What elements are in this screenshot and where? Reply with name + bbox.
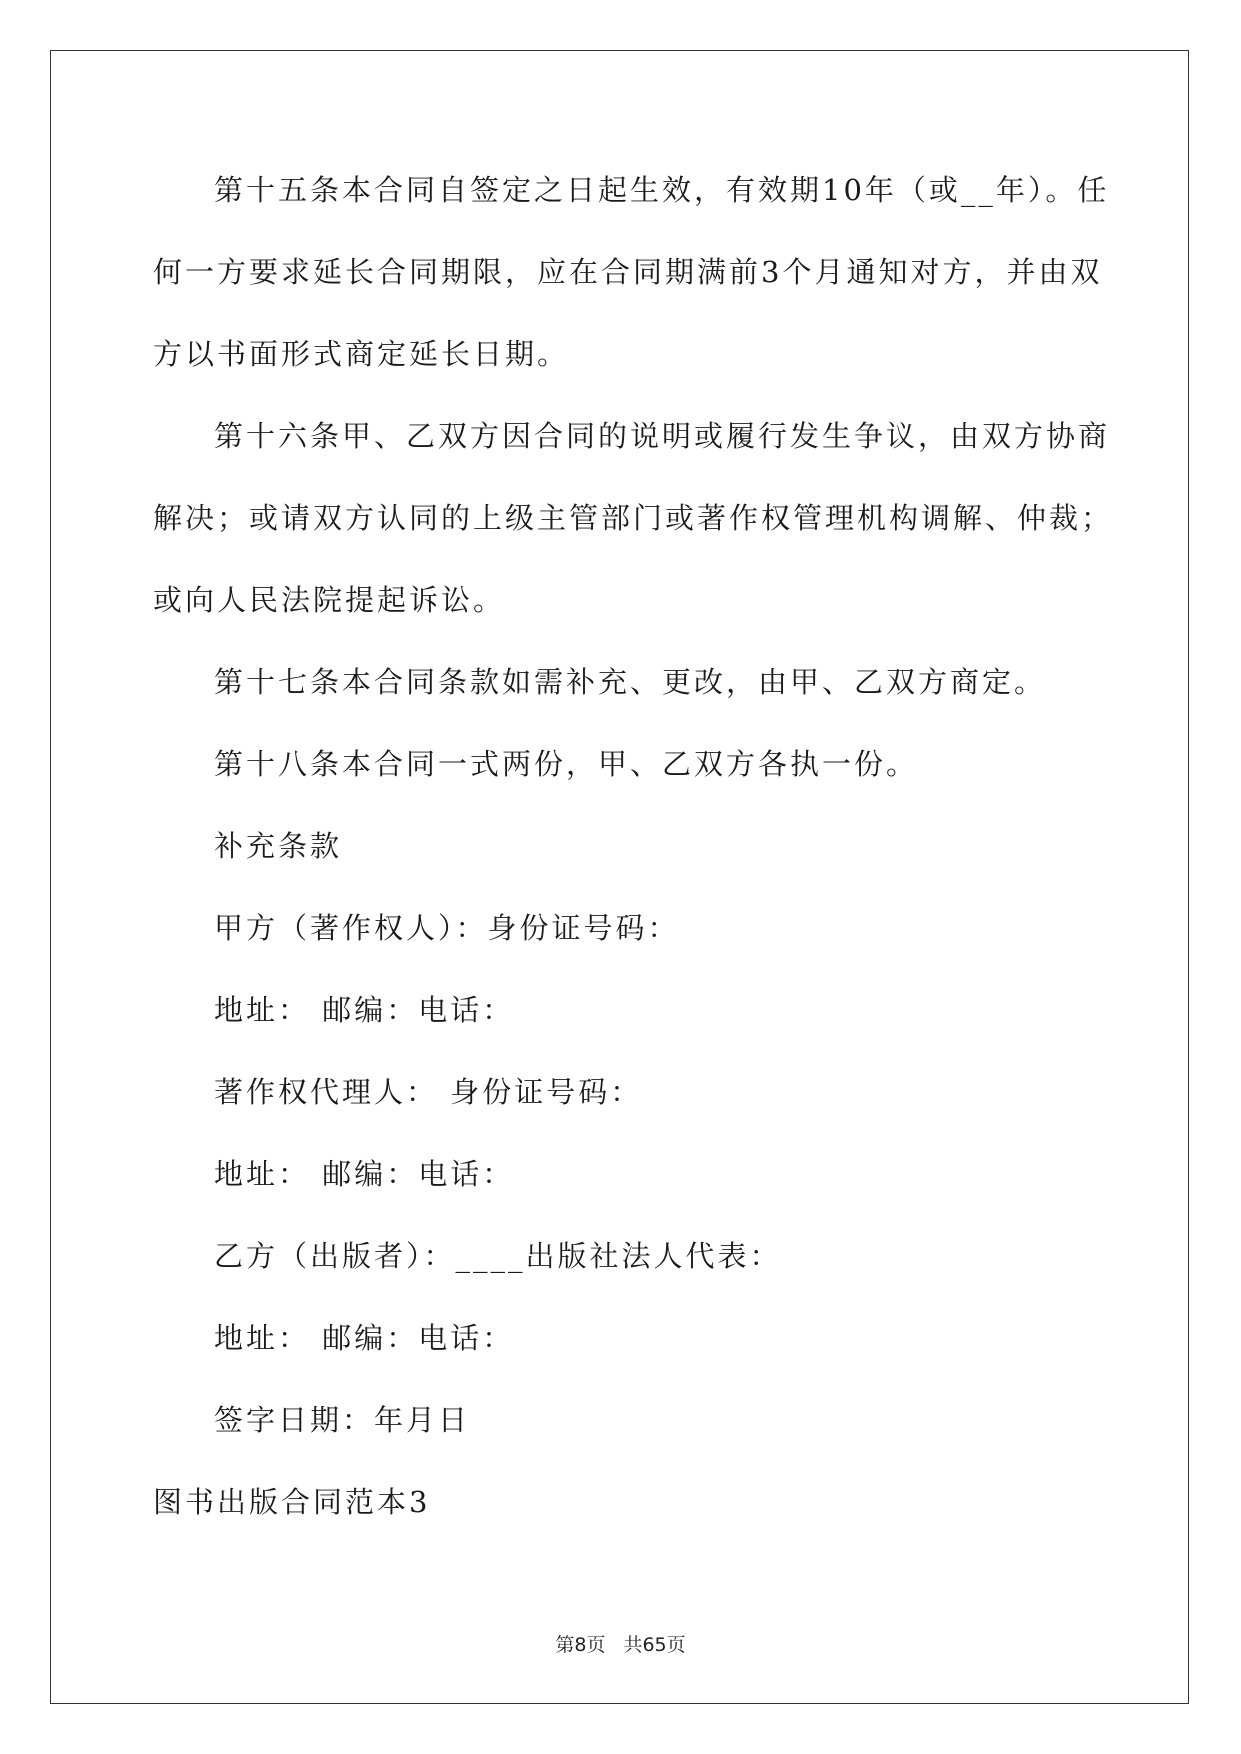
text-line: 第十七条本合同条款如需补充、更改，由甲、乙双方商定。 [214, 665, 1047, 699]
text-line: 著作权代理人： 身份证号码： [214, 1075, 643, 1109]
section-heading: 补充条款 [214, 829, 343, 863]
page-footer [0, 1632, 1241, 1658]
page-number: 第8页 [555, 1634, 606, 1656]
text-line: 何一方要求延长合同期限，应在合同期满前3个月通知对方，并由双 [153, 255, 1103, 289]
document-title: 图书出版合同范本3 [153, 1485, 431, 1519]
document-body [153, 165, 1114, 1559]
text-line: 第十六条甲、乙双方因合同的说明或履行发生争议，由双方协商 [214, 419, 1111, 453]
page-total: 共65页 [623, 1634, 686, 1656]
text-line: 乙方（出版者）：____出版社法人代表： [214, 1239, 782, 1273]
text-line: 地址： 邮编：电话： [214, 1321, 515, 1355]
text-line: 方以书面形式商定延长日期。 [153, 337, 570, 371]
text-line: 解决；或请双方认同的上级主管部门或著作权管理机构调解、仲裁； [153, 501, 1114, 535]
text-line: 地址： 邮编：电话： [214, 993, 515, 1027]
text-line: 地址： 邮编：电话： [214, 1157, 515, 1191]
text-line: 第十五条本合同自签定之日起生效，有效期10年（或__年）。任 [214, 173, 1110, 207]
text-line: 或向人民法院提起诉讼。 [153, 583, 506, 617]
text-line: 甲方（著作权人）：身份证号码： [214, 911, 680, 945]
text-line: 签字日期：年月日 [214, 1403, 471, 1437]
text-line: 第十八条本合同一式两份，甲、乙双方各执一份。 [214, 747, 919, 781]
